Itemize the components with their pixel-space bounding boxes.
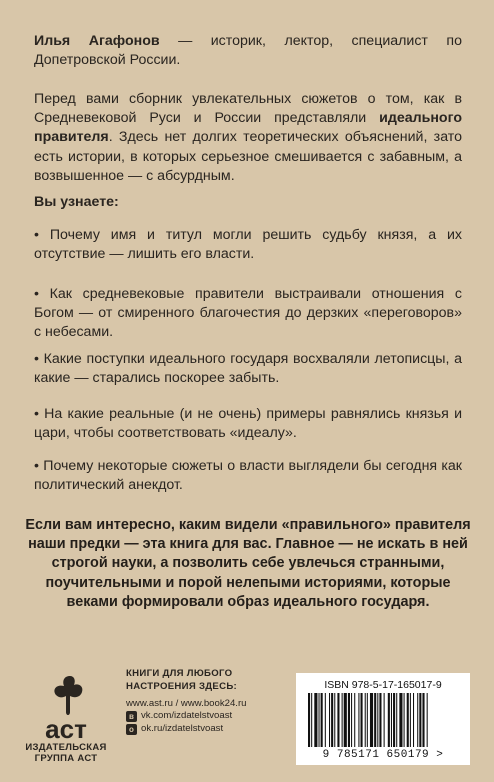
publisher-name (20, 742, 112, 764)
learn-heading: Вы узнаете: (34, 194, 119, 210)
bullet-item: • Как средневековые правители выстраивали отношения с Богом — от смиренного благочестия до дерзких «переговоров» с небесами. (34, 286, 462, 341)
bullet-item: • Почему имя и титул могли решить судьбу князя, а их отсутствие — лишить его власти. (34, 227, 462, 263)
closing-paragraph: Если вам интересно, каким видели «правильного» правителя наши предки — эта книга для вас. Главное — не искать в ней строгой науки, а позволить себе увлечься странными, поучительными и порой нелепыми историями, которые веками формировали образ идеального государя. (25, 517, 471, 610)
publisher-name-line1: ИЗДАТЕЛЬСКАЯ (25, 742, 107, 753)
bullet-item: • Какие поступки идеального государя восхваляли летописцы, а какие — старались поскорее забыть. (34, 351, 462, 387)
intro-text-before: Перед вами сборник увлекательных сюжетов о том, как в Средневековой Руси и России представляли (34, 91, 462, 127)
footer-info (126, 668, 286, 736)
footer-vk-row (126, 710, 286, 723)
barcode-panel (296, 673, 470, 765)
intro-paragraph (34, 90, 462, 186)
vk-icon: в (126, 711, 137, 722)
barcode-icon (306, 693, 460, 749)
footer-heading-line2: НАСТРОЕНИЯ ЗДЕСЬ: (126, 680, 238, 692)
barcode-digits: 9 785171 650179 > (322, 749, 444, 761)
ok-icon: о (126, 724, 137, 735)
footer-vk-link: vk.com/izdatelstvoast (141, 710, 233, 722)
author-bio (34, 32, 462, 70)
footer-ok-row (126, 723, 286, 736)
author-name: Илья Агафонов (34, 33, 160, 49)
author-description: — историк, лектор, специалист по Допетровской России. (34, 33, 462, 69)
intro-highlight: идеального правителя (34, 110, 462, 146)
bullet-item: • На какие реальные (и не очень) примеры равнялись князья и цари, чтобы соответствовать «идеалу». (34, 406, 462, 442)
publisher-name-line2: ГРУППА АСТ (34, 753, 98, 764)
bullet-item: • Почему некоторые сюжеты о власти выглядели бы сегодня как политический анекдот. (34, 458, 462, 494)
intro-text-after: . Здесь нет долгих теоретических объяснений, зато есть истории, в которых серьезное смешивается с забавным, а возвышенное — с абсурдным. (34, 129, 462, 184)
footer-sites: www.ast.ru / www.book24.ru (126, 697, 247, 709)
footer-heading-line1: КНИГИ ДЛЯ ЛЮБОГО (126, 668, 233, 679)
isbn-label: ISBN 978-5-17-165017-9 (324, 679, 442, 691)
publisher-logo-text: аст (45, 714, 87, 744)
footer-ok-link: ok.ru/izdatelstvoast (141, 723, 224, 735)
